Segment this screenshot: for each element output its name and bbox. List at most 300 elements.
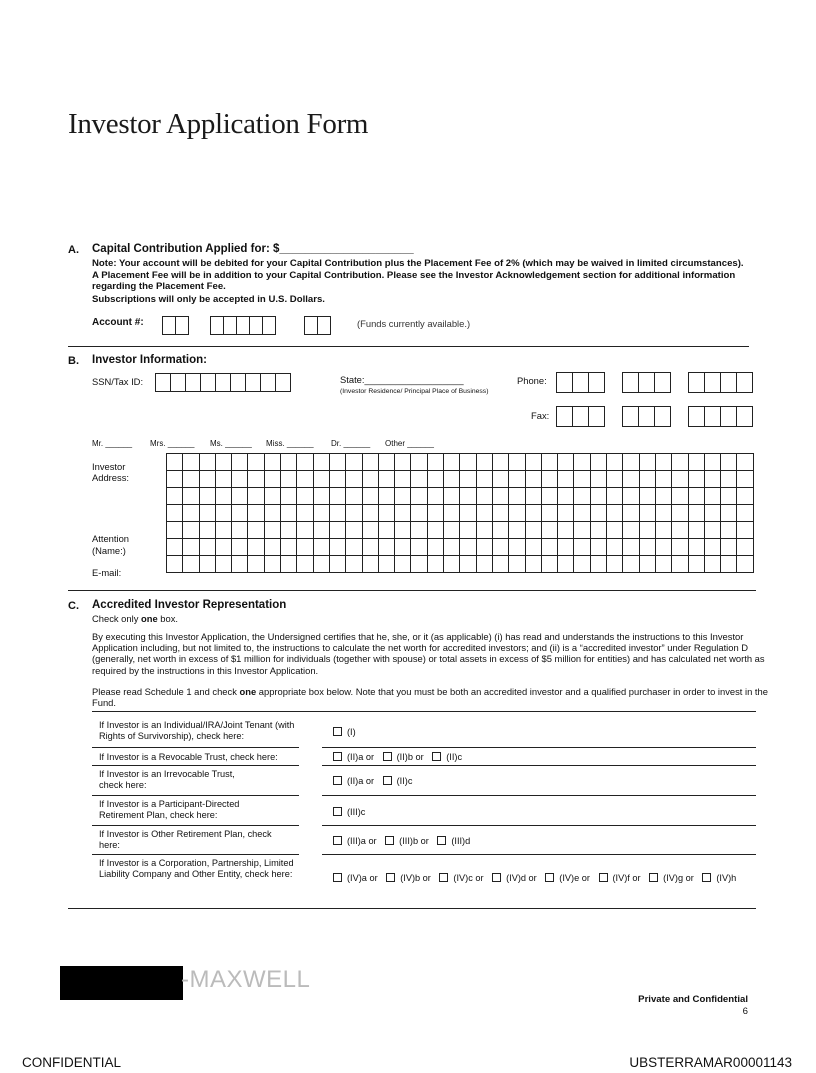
grid-cell[interactable] <box>167 454 183 471</box>
grid-cell[interactable] <box>689 556 705 573</box>
grid-cell[interactable] <box>346 539 362 556</box>
grid-cell[interactable] <box>428 539 444 556</box>
grid-cell[interactable] <box>509 471 525 488</box>
grid-cell[interactable] <box>297 539 313 556</box>
grid-cell[interactable] <box>363 505 379 522</box>
grid-cell[interactable] <box>493 454 509 471</box>
divider <box>68 346 749 347</box>
grid-cell[interactable] <box>363 522 379 539</box>
grid-cell[interactable] <box>460 488 476 505</box>
grid-cell[interactable] <box>705 556 721 573</box>
checkbox-icon[interactable] <box>492 873 501 882</box>
grid-cell[interactable] <box>493 505 509 522</box>
fax-area-boxes[interactable] <box>557 406 605 427</box>
grid-cell[interactable] <box>574 556 590 573</box>
grid-cell[interactable] <box>395 556 411 573</box>
checkbox-icon[interactable] <box>333 807 342 816</box>
grid-cell[interactable] <box>737 488 753 505</box>
grid-cell[interactable] <box>379 522 395 539</box>
grid-cell[interactable] <box>574 471 590 488</box>
grid-cell[interactable] <box>183 488 199 505</box>
grid-cell[interactable] <box>607 522 623 539</box>
grid-cell[interactable] <box>558 454 574 471</box>
grid-cell[interactable] <box>232 454 248 471</box>
grid-cell[interactable] <box>281 505 297 522</box>
row-corporation-options[interactable]: (IV)a or (IV)b or (IV)c or (IV)d or (IV)e or (IV)f or (IV)g or (IV)h <box>333 873 736 883</box>
grid-cell[interactable] <box>721 539 737 556</box>
grid-cell[interactable] <box>248 556 264 573</box>
grid-cell[interactable] <box>591 454 607 471</box>
grid-cell[interactable] <box>444 505 460 522</box>
grid-cell[interactable] <box>346 471 362 488</box>
grid-cell[interactable] <box>183 522 199 539</box>
divider <box>322 795 756 796</box>
grid-cell[interactable] <box>379 488 395 505</box>
checkbox-icon[interactable] <box>333 836 342 845</box>
grid-cell[interactable] <box>216 505 232 522</box>
grid-cell[interactable] <box>200 556 216 573</box>
checkbox-icon[interactable] <box>333 873 342 882</box>
grid-cell[interactable] <box>395 505 411 522</box>
grid-cell[interactable] <box>363 471 379 488</box>
ssn-boxes[interactable] <box>156 373 291 392</box>
checkbox-icon[interactable] <box>437 836 446 845</box>
grid-cell[interactable] <box>232 522 248 539</box>
grid-cell[interactable] <box>167 488 183 505</box>
phone-prefix-boxes[interactable] <box>623 372 671 393</box>
grid-cell[interactable] <box>623 505 639 522</box>
grid-cell[interactable] <box>672 505 688 522</box>
grid-cell[interactable] <box>216 471 232 488</box>
account-label: Account #: <box>92 317 144 328</box>
grid-cell[interactable] <box>395 488 411 505</box>
schedule-instruction: Please read Schedule 1 and check one appropriate box below. Note that you must be both an accredited investor and a qualified purchaser in order to invest in the Fund. <box>92 686 768 709</box>
grid-cell[interactable] <box>167 556 183 573</box>
grid-cell[interactable] <box>460 505 476 522</box>
grid-cell[interactable] <box>216 454 232 471</box>
phone-line-boxes[interactable] <box>689 372 753 393</box>
grid-cell[interactable] <box>689 454 705 471</box>
grid-cell[interactable] <box>346 556 362 573</box>
account-boxes-3[interactable] <box>305 316 331 335</box>
grid-cell[interactable] <box>640 471 656 488</box>
grid-cell[interactable] <box>330 454 346 471</box>
grid-cell[interactable] <box>558 471 574 488</box>
grid-cell[interactable] <box>444 454 460 471</box>
grid-cell[interactable] <box>314 539 330 556</box>
grid-cell[interactable] <box>705 522 721 539</box>
grid-cell[interactable] <box>314 522 330 539</box>
grid-cell[interactable] <box>200 522 216 539</box>
grid-cell[interactable] <box>623 471 639 488</box>
grid-cell[interactable] <box>297 505 313 522</box>
grid-cell[interactable] <box>721 488 737 505</box>
grid-cell[interactable] <box>737 454 753 471</box>
checkbox-icon[interactable] <box>599 873 608 882</box>
grid-cell[interactable] <box>526 471 542 488</box>
grid-cell[interactable] <box>428 471 444 488</box>
grid-cell[interactable] <box>689 539 705 556</box>
grid-cell[interactable] <box>183 454 199 471</box>
grid-cell[interactable] <box>379 454 395 471</box>
grid-cell[interactable] <box>574 454 590 471</box>
grid-cell[interactable] <box>591 505 607 522</box>
grid-cell[interactable] <box>656 522 672 539</box>
grid-cell[interactable] <box>477 505 493 522</box>
grid-cell[interactable] <box>542 454 558 471</box>
grid-cell[interactable] <box>640 522 656 539</box>
grid-cell[interactable] <box>248 488 264 505</box>
grid-cell[interactable] <box>493 556 509 573</box>
grid-cell[interactable] <box>363 454 379 471</box>
grid-cell[interactable] <box>330 488 346 505</box>
grid-cell[interactable] <box>574 539 590 556</box>
grid-cell[interactable] <box>558 488 574 505</box>
grid-cell[interactable] <box>591 539 607 556</box>
grid-cell[interactable] <box>689 471 705 488</box>
grid-cell[interactable] <box>493 539 509 556</box>
grid-cell[interactable] <box>297 454 313 471</box>
grid-cell[interactable] <box>460 556 476 573</box>
grid-cell[interactable] <box>737 522 753 539</box>
grid-cell[interactable] <box>721 471 737 488</box>
grid-cell[interactable] <box>623 556 639 573</box>
grid-cell[interactable] <box>607 488 623 505</box>
salutation-other[interactable]: Other ______ <box>385 439 434 448</box>
grid-cell[interactable] <box>509 539 525 556</box>
grid-cell[interactable] <box>689 505 705 522</box>
grid-cell[interactable] <box>477 539 493 556</box>
grid-cell[interactable] <box>721 522 737 539</box>
grid-cell[interactable] <box>216 556 232 573</box>
grid-cell[interactable] <box>216 488 232 505</box>
fax-line-boxes[interactable] <box>689 406 753 427</box>
grid-cell[interactable] <box>477 556 493 573</box>
grid-cell[interactable] <box>721 505 737 522</box>
grid-cell[interactable] <box>183 471 199 488</box>
checkbox-icon[interactable] <box>386 873 395 882</box>
phone-area-boxes[interactable] <box>557 372 605 393</box>
grid-cell[interactable] <box>493 522 509 539</box>
grid-cell[interactable] <box>672 539 688 556</box>
grid-cell[interactable] <box>363 539 379 556</box>
grid-cell[interactable] <box>477 454 493 471</box>
checkbox-icon[interactable] <box>545 873 554 882</box>
grid-cell[interactable] <box>607 539 623 556</box>
grid-cell[interactable] <box>623 522 639 539</box>
grid-cell[interactable] <box>444 556 460 573</box>
checkbox-icon[interactable] <box>383 752 392 761</box>
grid-cell[interactable] <box>314 454 330 471</box>
grid-cell[interactable] <box>428 522 444 539</box>
grid-cell[interactable] <box>167 539 183 556</box>
grid-cell[interactable] <box>444 471 460 488</box>
grid-cell[interactable] <box>526 522 542 539</box>
grid-cell[interactable] <box>737 539 753 556</box>
grid-cell[interactable] <box>705 471 721 488</box>
grid-cell[interactable] <box>411 454 427 471</box>
fax-prefix-boxes[interactable] <box>623 406 671 427</box>
grid-cell[interactable] <box>591 522 607 539</box>
checkbox-icon[interactable] <box>333 752 342 761</box>
grid-cell[interactable] <box>640 539 656 556</box>
grid-cell[interactable] <box>411 539 427 556</box>
grid-cell[interactable] <box>200 488 216 505</box>
grid-cell[interactable] <box>689 488 705 505</box>
salutation-ms[interactable]: Ms. ______ <box>210 439 252 448</box>
grid-cell[interactable] <box>493 488 509 505</box>
grid-cell[interactable] <box>689 522 705 539</box>
grid-cell[interactable] <box>721 454 737 471</box>
checkbox-icon[interactable] <box>432 752 441 761</box>
grid-cell[interactable] <box>183 539 199 556</box>
grid-cell[interactable] <box>509 522 525 539</box>
redaction-block <box>60 966 183 1000</box>
grid-cell[interactable] <box>542 471 558 488</box>
salutation-miss[interactable]: Miss. ______ <box>266 439 314 448</box>
grid-cell[interactable] <box>297 522 313 539</box>
grid-cell[interactable] <box>248 505 264 522</box>
grid-cell[interactable] <box>460 539 476 556</box>
grid-cell[interactable] <box>526 505 542 522</box>
grid-cell[interactable] <box>395 471 411 488</box>
grid-cell[interactable] <box>607 556 623 573</box>
grid-cell[interactable] <box>297 556 313 573</box>
grid-cell[interactable] <box>411 522 427 539</box>
row-other-retirement-options[interactable]: (III)a or (III)b or (III)d <box>333 836 476 846</box>
grid-cell[interactable] <box>591 471 607 488</box>
grid-cell[interactable] <box>607 505 623 522</box>
grid-cell[interactable] <box>346 454 362 471</box>
grid-cell[interactable] <box>737 556 753 573</box>
grid-cell[interactable] <box>281 522 297 539</box>
grid-cell[interactable] <box>591 488 607 505</box>
grid-cell[interactable] <box>232 505 248 522</box>
grid-cell[interactable] <box>526 556 542 573</box>
grid-cell[interactable] <box>477 471 493 488</box>
grid-cell[interactable] <box>363 556 379 573</box>
checkbox-icon[interactable] <box>649 873 658 882</box>
checkbox-icon[interactable] <box>385 836 394 845</box>
grid-cell[interactable] <box>672 488 688 505</box>
grid-cell[interactable] <box>265 454 281 471</box>
row-participant-options[interactable]: (III)c <box>333 807 371 817</box>
row-irrevocable-options[interactable]: (II)a or (II)c <box>333 776 418 786</box>
grid-cell[interactable] <box>640 454 656 471</box>
checkbox-icon[interactable] <box>383 776 392 785</box>
grid-cell[interactable] <box>672 556 688 573</box>
grid-cell[interactable] <box>379 556 395 573</box>
grid-cell[interactable] <box>265 522 281 539</box>
grid-cell[interactable] <box>509 556 525 573</box>
grid-cell[interactable] <box>656 556 672 573</box>
grid-cell[interactable] <box>558 539 574 556</box>
grid-cell[interactable] <box>200 505 216 522</box>
grid-cell[interactable] <box>411 556 427 573</box>
grid-cell[interactable] <box>526 454 542 471</box>
grid-cell[interactable] <box>200 471 216 488</box>
grid-cell[interactable] <box>232 556 248 573</box>
grid-cell[interactable] <box>248 539 264 556</box>
account-boxes-1[interactable] <box>163 316 189 335</box>
grid-cell[interactable] <box>346 488 362 505</box>
grid-cell[interactable] <box>607 454 623 471</box>
grid-cell[interactable] <box>395 522 411 539</box>
grid-cell[interactable] <box>721 556 737 573</box>
grid-cell[interactable] <box>656 488 672 505</box>
grid-cell[interactable] <box>330 522 346 539</box>
grid-cell[interactable] <box>167 471 183 488</box>
row-individual-options[interactable]: (I) <box>333 727 362 737</box>
checkbox-icon[interactable] <box>333 776 342 785</box>
grid-cell[interactable] <box>428 488 444 505</box>
grid-cell[interactable] <box>248 522 264 539</box>
grid-cell[interactable] <box>232 539 248 556</box>
grid-cell[interactable] <box>216 539 232 556</box>
grid-cell[interactable] <box>411 488 427 505</box>
grid-cell[interactable] <box>705 505 721 522</box>
grid-cell[interactable] <box>265 556 281 573</box>
grid-cell[interactable] <box>314 471 330 488</box>
address-entry-grid[interactable] <box>166 453 754 573</box>
grid-cell[interactable] <box>672 522 688 539</box>
grid-cell[interactable] <box>656 454 672 471</box>
grid-cell[interactable] <box>265 488 281 505</box>
grid-cell[interactable] <box>444 488 460 505</box>
grid-cell[interactable] <box>314 488 330 505</box>
grid-cell[interactable] <box>591 556 607 573</box>
grid-cell[interactable] <box>183 556 199 573</box>
grid-cell[interactable] <box>281 454 297 471</box>
grid-cell[interactable] <box>705 454 721 471</box>
grid-cell[interactable] <box>574 522 590 539</box>
grid-cell[interactable] <box>656 539 672 556</box>
grid-cell[interactable] <box>330 539 346 556</box>
grid-cell[interactable] <box>542 488 558 505</box>
salutation-dr[interactable]: Dr. ______ <box>331 439 371 448</box>
grid-cell[interactable] <box>623 454 639 471</box>
grid-cell[interactable] <box>542 505 558 522</box>
grid-cell[interactable] <box>297 471 313 488</box>
grid-cell[interactable] <box>363 488 379 505</box>
grid-cell[interactable] <box>623 539 639 556</box>
grid-cell[interactable] <box>460 454 476 471</box>
grid-cell[interactable] <box>477 488 493 505</box>
grid-cell[interactable] <box>346 505 362 522</box>
account-boxes-2[interactable] <box>211 316 276 335</box>
grid-cell[interactable] <box>640 488 656 505</box>
grid-cell[interactable] <box>281 539 297 556</box>
grid-cell[interactable] <box>558 522 574 539</box>
grid-cell[interactable] <box>232 471 248 488</box>
grid-cell[interactable] <box>607 471 623 488</box>
checkbox-icon[interactable] <box>333 727 342 736</box>
grid-cell[interactable] <box>281 471 297 488</box>
grid-cell[interactable] <box>558 556 574 573</box>
grid-cell[interactable] <box>705 488 721 505</box>
address-label-line2: Address: <box>92 472 129 483</box>
salutation-mrs[interactable]: Mrs. ______ <box>150 439 195 448</box>
grid-cell[interactable] <box>574 488 590 505</box>
grid-cell[interactable] <box>379 471 395 488</box>
grid-cell[interactable] <box>542 539 558 556</box>
grid-cell[interactable] <box>656 471 672 488</box>
grid-cell[interactable] <box>248 454 264 471</box>
grid-cell[interactable] <box>265 539 281 556</box>
checkbox-icon[interactable] <box>439 873 448 882</box>
grid-cell[interactable] <box>379 505 395 522</box>
grid-cell[interactable] <box>167 505 183 522</box>
divider <box>92 747 299 748</box>
grid-cell[interactable] <box>314 556 330 573</box>
grid-cell[interactable] <box>460 471 476 488</box>
grid-cell[interactable] <box>640 556 656 573</box>
grid-cell[interactable] <box>672 471 688 488</box>
grid-cell[interactable] <box>232 488 248 505</box>
grid-cell[interactable] <box>281 488 297 505</box>
grid-cell[interactable] <box>411 505 427 522</box>
grid-cell[interactable] <box>330 556 346 573</box>
grid-cell[interactable] <box>623 488 639 505</box>
grid-cell[interactable] <box>265 505 281 522</box>
grid-cell[interactable] <box>265 471 281 488</box>
grid-cell[interactable] <box>330 505 346 522</box>
grid-cell[interactable] <box>200 539 216 556</box>
grid-cell[interactable] <box>444 522 460 539</box>
row-revocable-options[interactable]: (II)a or (II)b or (II)c <box>333 752 468 762</box>
grid-cell[interactable] <box>411 471 427 488</box>
grid-cell[interactable] <box>542 522 558 539</box>
grid-cell[interactable] <box>248 471 264 488</box>
grid-cell[interactable] <box>346 522 362 539</box>
grid-cell[interactable] <box>542 556 558 573</box>
grid-cell[interactable] <box>314 505 330 522</box>
grid-cell[interactable] <box>428 505 444 522</box>
grid-cell[interactable] <box>509 488 525 505</box>
grid-cell[interactable] <box>444 539 460 556</box>
grid-cell[interactable] <box>672 454 688 471</box>
salutation-mr[interactable]: Mr. ______ <box>92 439 133 448</box>
grid-cell[interactable] <box>640 505 656 522</box>
grid-cell[interactable] <box>509 505 525 522</box>
grid-cell[interactable] <box>200 454 216 471</box>
grid-cell[interactable] <box>330 471 346 488</box>
grid-cell[interactable] <box>281 556 297 573</box>
grid-cell[interactable] <box>428 454 444 471</box>
checkbox-icon[interactable] <box>702 873 711 882</box>
grid-cell[interactable] <box>183 505 199 522</box>
grid-cell[interactable] <box>656 505 672 522</box>
grid-cell[interactable] <box>737 505 753 522</box>
grid-cell[interactable] <box>297 488 313 505</box>
grid-cell[interactable] <box>558 505 574 522</box>
grid-cell[interactable] <box>526 539 542 556</box>
grid-cell[interactable] <box>460 522 476 539</box>
grid-cell[interactable] <box>395 539 411 556</box>
grid-cell[interactable] <box>428 556 444 573</box>
grid-cell[interactable] <box>216 522 232 539</box>
grid-cell[interactable] <box>509 454 525 471</box>
grid-cell[interactable] <box>737 471 753 488</box>
grid-cell[interactable] <box>395 454 411 471</box>
grid-cell[interactable] <box>705 539 721 556</box>
grid-cell[interactable] <box>379 539 395 556</box>
grid-cell[interactable] <box>526 488 542 505</box>
grid-cell[interactable] <box>477 522 493 539</box>
grid-cell[interactable] <box>493 471 509 488</box>
grid-cell[interactable] <box>167 522 183 539</box>
grid-cell[interactable] <box>574 505 590 522</box>
